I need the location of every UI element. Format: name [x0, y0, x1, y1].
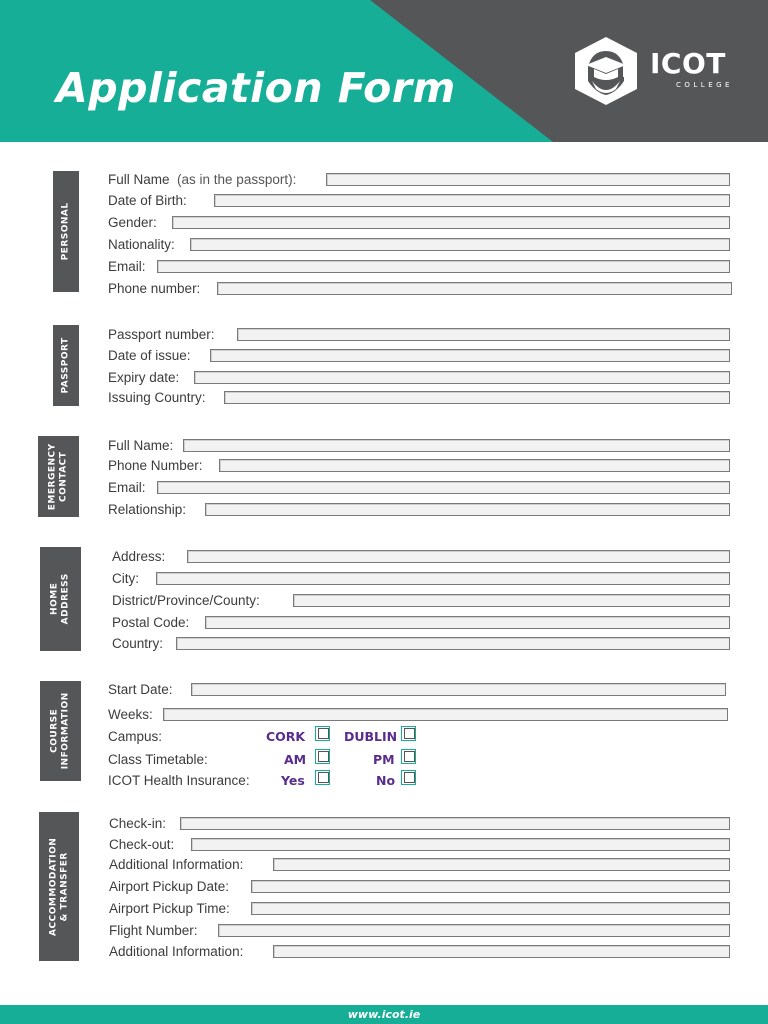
- footer-bar: [0, 1005, 768, 1024]
- field-row-pickup-date: [109, 879, 730, 895]
- field-label: Date of issue:: [108, 348, 191, 363]
- check-out-field[interactable]: [191, 838, 730, 851]
- section-tab-emergency: [38, 436, 79, 517]
- section-tab-course: [40, 681, 81, 781]
- field-label: Airport Pickup Date:: [109, 879, 230, 894]
- field-row-check-in: [109, 816, 730, 832]
- field-row-city: [112, 571, 730, 587]
- field-label: Phone Number:: [108, 458, 203, 473]
- field-row-postal-code: [112, 615, 730, 631]
- emergency-phone-field[interactable]: [219, 459, 730, 472]
- field-label: Flight Number:: [109, 923, 198, 938]
- field-label: Weeks:: [108, 707, 153, 722]
- additional-info-field[interactable]: [273, 858, 730, 871]
- field-label: City:: [112, 571, 139, 586]
- field-row-emergency-phone: [108, 458, 730, 474]
- insurance-yes-checkbox[interactable]: [315, 770, 330, 785]
- field-label: Issuing Country:: [108, 390, 206, 405]
- option-label: ICOT Health Insurance:: [108, 773, 250, 788]
- phone-number-field[interactable]: [217, 282, 732, 295]
- field-label: Full Name:: [108, 438, 174, 453]
- option-label: Class Timetable:: [108, 752, 208, 767]
- country-field[interactable]: [176, 637, 730, 650]
- gender-field[interactable]: [172, 216, 730, 229]
- option-dublin-label: DUBLIN: [344, 729, 398, 744]
- campus-cork-checkbox[interactable]: [315, 726, 330, 741]
- field-label: Additional Information:: [109, 944, 244, 959]
- timetable-pm-checkbox[interactable]: [401, 749, 416, 764]
- field-row-emergency-email: [108, 480, 730, 496]
- field-label: Start Date:: [108, 682, 173, 697]
- field-row-check-out: [109, 837, 730, 853]
- date-of-issue-field[interactable]: [210, 349, 730, 362]
- section-tab-label: PERSONAL: [60, 202, 71, 261]
- field-row-start-date: [108, 682, 728, 698]
- field-label: Nationality:: [108, 237, 175, 252]
- option-yes-label: Yes: [281, 773, 305, 788]
- city-field[interactable]: [156, 572, 730, 585]
- field-row-country: [112, 636, 730, 652]
- field-row-district: [112, 593, 730, 609]
- field-row-pickup-time: [109, 901, 730, 917]
- section-tab-label: EMERGENCY: [47, 443, 58, 510]
- field-label: Relationship:: [108, 502, 187, 517]
- field-row-additional-info-2: [109, 944, 730, 960]
- flight-number-field[interactable]: [218, 924, 730, 937]
- field-label: District/Province/County:: [112, 593, 260, 608]
- date-of-birth-field[interactable]: [214, 194, 730, 207]
- expiry-date-field[interactable]: [194, 371, 730, 384]
- section-tab-label: CONTACT: [58, 451, 69, 502]
- address-field[interactable]: [187, 550, 730, 563]
- field-row-date-of-issue: [108, 348, 730, 364]
- campus-dublin-checkbox[interactable]: [401, 726, 416, 741]
- emergency-email-field[interactable]: [157, 481, 730, 494]
- section-tab-label: PASSPORT: [60, 337, 71, 394]
- check-in-field[interactable]: [180, 817, 730, 830]
- graduation-cap-icon: [570, 35, 642, 107]
- field-row-address: [112, 549, 730, 565]
- field-label: Gender:: [108, 215, 157, 230]
- field-label: Check-out:: [109, 837, 175, 852]
- passport-number-field[interactable]: [237, 328, 730, 341]
- logo-name: ICOT: [650, 47, 726, 80]
- district-province-county-field[interactable]: [293, 594, 730, 607]
- section-tab-accommodation: [39, 812, 79, 961]
- field-label: Email:: [108, 480, 146, 495]
- field-label: Country:: [112, 636, 164, 651]
- section-tab-label: COURSE: [49, 708, 60, 754]
- section-tab-label: ACCOMMODATION: [48, 837, 59, 936]
- airport-pickup-date-field[interactable]: [251, 880, 730, 893]
- section-tab-label: ADDRESS: [60, 573, 71, 625]
- section-tab-personal: [53, 171, 79, 292]
- option-pm-label: PM: [373, 752, 395, 767]
- field-label: Email:: [108, 259, 146, 274]
- field-row-gender: [108, 215, 730, 231]
- option-no-label: No: [376, 773, 396, 788]
- insurance-no-checkbox[interactable]: [401, 770, 416, 785]
- field-label: Postal Code:: [112, 615, 190, 630]
- field-label: Address:: [112, 549, 166, 564]
- email-field[interactable]: [157, 260, 730, 273]
- option-cork-label: CORK: [266, 729, 306, 744]
- relationship-field[interactable]: [205, 503, 730, 516]
- field-row-issuing-country: [108, 390, 730, 406]
- full-name-field[interactable]: [326, 173, 730, 186]
- field-row-additional-info-1: [109, 857, 730, 873]
- option-label: Campus:: [108, 729, 163, 744]
- field-row-weeks: [108, 707, 728, 723]
- weeks-field[interactable]: [163, 708, 728, 721]
- issuing-country-field[interactable]: [224, 391, 730, 404]
- section-tab-label: INFORMATION: [60, 692, 71, 770]
- field-label: Expiry date:: [108, 370, 180, 385]
- option-am-label: AM: [284, 752, 307, 767]
- section-tab-passport: [53, 325, 79, 406]
- section-tab-label: & TRANSFER: [59, 851, 69, 922]
- field-row-full-name: [108, 172, 730, 188]
- postal-code-field[interactable]: [205, 616, 730, 629]
- field-row-emergency-full-name: [108, 438, 730, 454]
- field-row-expiry-date: [108, 370, 730, 386]
- additional-info-field[interactable]: [273, 945, 730, 958]
- section-tab-home-address: [40, 547, 81, 651]
- logo-subtitle: COLLEGE: [676, 81, 733, 89]
- field-row-phone: [108, 281, 732, 297]
- field-row-date-of-birth: [108, 193, 730, 209]
- field-label: Check-in:: [109, 816, 167, 831]
- section-tab-label: HOME: [49, 582, 60, 616]
- field-label: Passport number:: [108, 327, 215, 342]
- website-link[interactable]: www.icot.ie: [347, 1008, 421, 1021]
- form-title: Application Form: [56, 64, 456, 112]
- emergency-full-name-field[interactable]: [183, 439, 730, 452]
- field-row-email: [108, 259, 730, 275]
- airport-pickup-time-field[interactable]: [251, 902, 730, 915]
- field-label: Date of Birth:: [108, 193, 187, 208]
- timetable-am-checkbox[interactable]: [315, 749, 330, 764]
- field-label: Phone number:: [108, 281, 201, 296]
- nationality-field[interactable]: [190, 238, 730, 251]
- field-label: Full Name (as in the passport):: [108, 172, 297, 187]
- field-row-flight-number: [109, 923, 730, 939]
- field-label: Additional Information:: [109, 857, 244, 872]
- field-row-passport-number: [108, 327, 730, 343]
- field-label: Airport Pickup Time:: [109, 901, 230, 916]
- start-date-field[interactable]: [191, 683, 726, 696]
- field-row-relationship: [108, 502, 730, 518]
- field-row-nationality: [108, 237, 730, 253]
